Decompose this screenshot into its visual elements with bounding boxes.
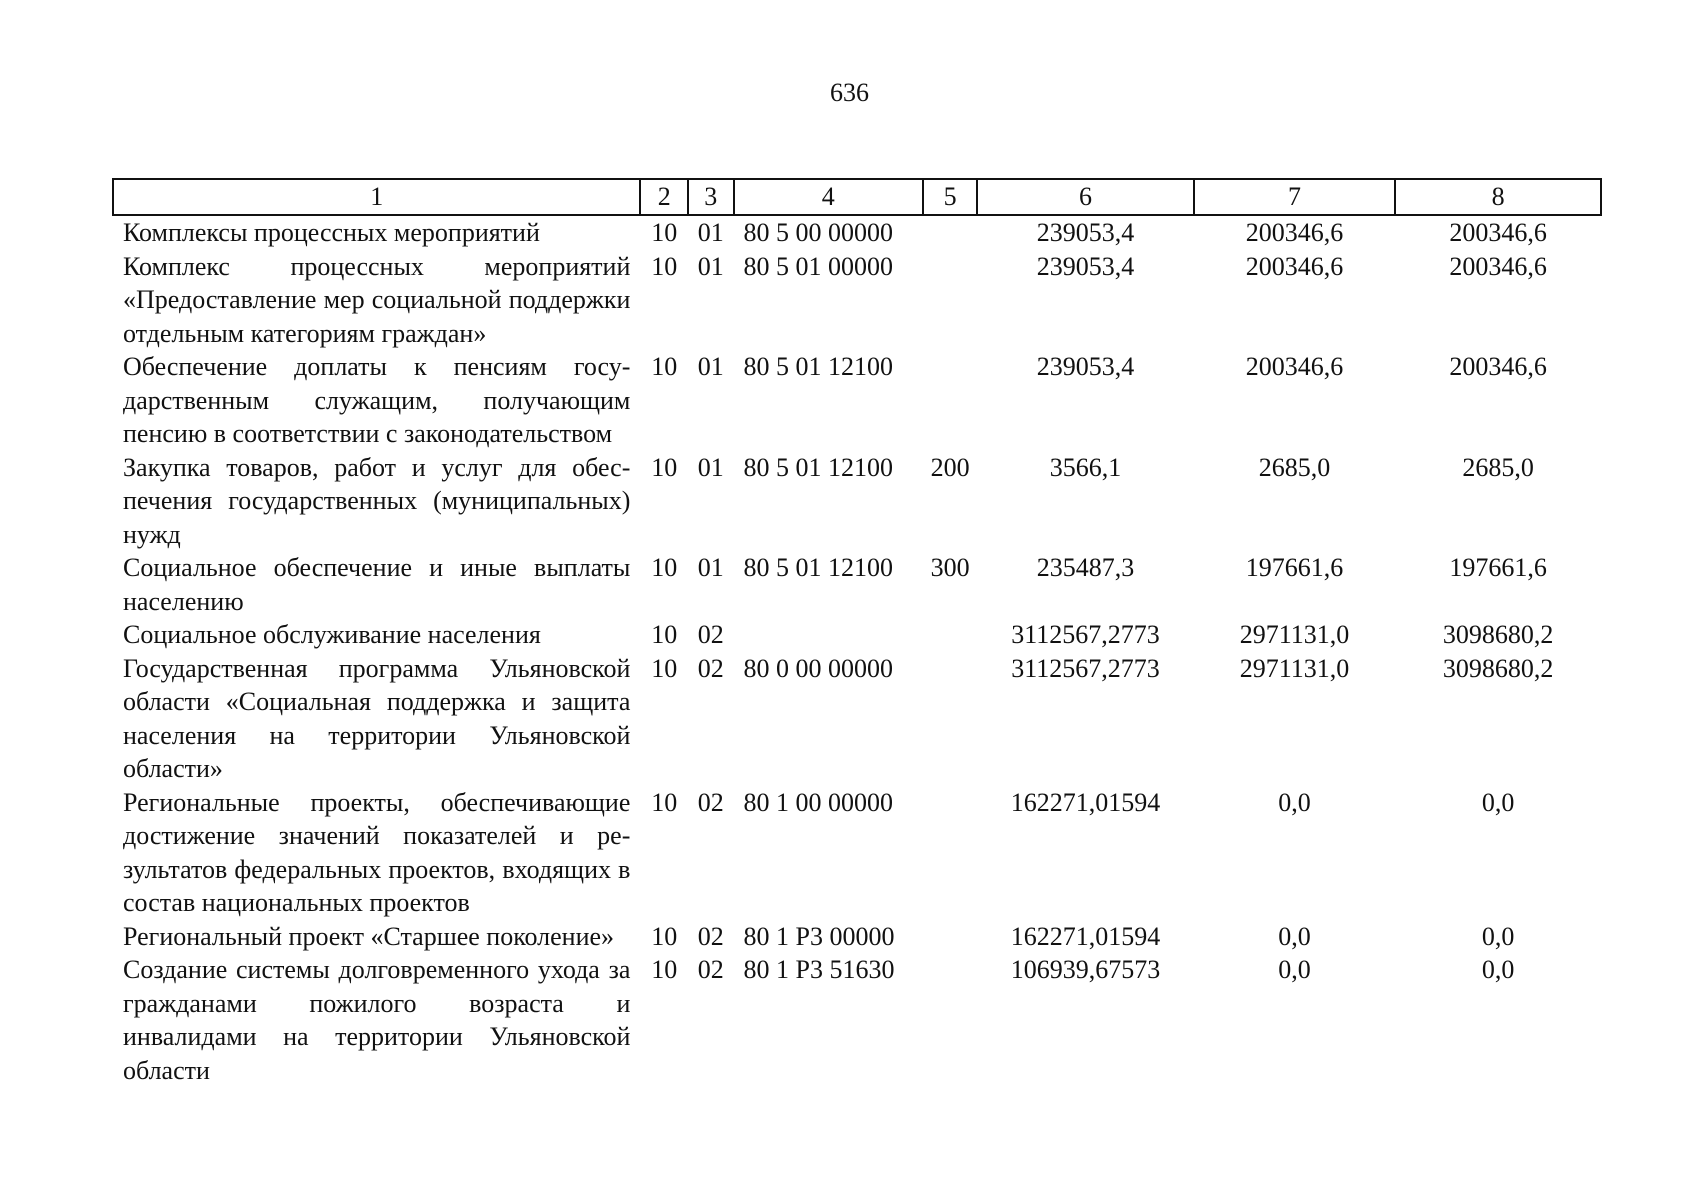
section-code: 10 <box>651 787 678 817</box>
table-row <box>113 551 1601 618</box>
column-header-1: 1 <box>113 179 640 215</box>
table-row <box>113 250 1601 351</box>
amount-year-3: 3098680,2 <box>1442 653 1554 683</box>
expense-type-code: 200 <box>930 452 970 482</box>
subsection-code: 02 <box>697 955 724 984</box>
item-name: Обеспечение доплаты к пенсиям государственным служащим, получающим пенсию в соответствии с законодательством <box>123 352 631 448</box>
target-article-code: 80 0 00 00000 <box>743 653 894 683</box>
section-code: 10 <box>651 955 678 984</box>
subsection-code: 01 <box>697 352 724 381</box>
expense-type-code <box>923 618 977 652</box>
target-article-code: 80 5 01 12100 <box>743 352 894 381</box>
target-article-code: 80 5 01 12100 <box>743 452 894 482</box>
item-name: Социальное обслуживание населения <box>123 620 541 649</box>
amount-year-1: 162271,01594 <box>1010 921 1161 951</box>
header-row <box>113 179 1601 215</box>
target-article-code: 80 1 00 00000 <box>743 787 894 817</box>
subsection-code: 02 <box>697 653 724 683</box>
amount-year-3: 3098680,2 <box>1442 620 1554 649</box>
amount-year-2: 2971131,0 <box>1239 653 1350 683</box>
item-name: Создание системы долговременного ухода за гражданами пожилого возраста и инвалидами на территории Ульяновской области <box>123 955 631 1085</box>
item-name: Социальное обеспечение и иные выплаты населению <box>123 553 631 616</box>
amount-year-2: 200346,6 <box>1245 352 1344 381</box>
expense-type-code <box>923 652 977 786</box>
section-code: 10 <box>651 620 678 649</box>
item-name: Региональные проекты, обеспечивающие достижение значений показателей и результатов федеральных проектов, входящих в состав национальных проектов <box>123 787 631 917</box>
amount-year-3: 0,0 <box>1481 955 1515 984</box>
amount-year-1: 239053,4 <box>1036 218 1135 247</box>
amount-year-2: 0,0 <box>1278 787 1311 817</box>
amount-year-1: 3566,1 <box>1049 452 1122 482</box>
table-row <box>113 350 1601 451</box>
section-code: 10 <box>651 921 678 951</box>
amount-year-1: 3112567,2773 <box>1011 620 1160 649</box>
amount-year-2: 2685,0 <box>1258 452 1331 482</box>
target-article-code: 80 5 01 00000 <box>743 251 894 281</box>
table-row <box>113 652 1601 786</box>
item-name: Комплекс процессных мероприятий «Предоставление мер социальной поддержки отдельным категориям граждан» <box>123 251 631 348</box>
item-name: Региональный проект «Старшее поколение» <box>123 921 615 951</box>
amount-year-1: 235487,3 <box>1036 553 1135 582</box>
expense-type-code: 300 <box>930 553 970 582</box>
item-name: Закупка товаров, работ и услуг для обеспечения государственных (муниципальных) нужд <box>123 452 631 549</box>
amount-year-2: 197661,6 <box>1245 553 1344 582</box>
column-header-7: 7 <box>1194 179 1395 215</box>
subsection-code: 01 <box>697 251 724 281</box>
amount-year-3: 0,0 <box>1481 787 1515 817</box>
amount-year-3: 0,0 <box>1481 921 1515 951</box>
column-header-4: 4 <box>734 179 924 215</box>
section-code: 10 <box>651 251 678 281</box>
target-article-code: 80 1 Р3 51630 <box>743 955 895 984</box>
column-header-6: 6 <box>977 179 1194 215</box>
expense-type-code <box>923 350 977 451</box>
item-name: Комплексы процессных мероприятий <box>123 218 540 247</box>
table-row <box>113 786 1601 920</box>
table-row <box>113 215 1601 250</box>
target-article-code <box>734 618 924 652</box>
budget-table <box>112 178 1602 1087</box>
target-article-code: 80 5 00 00000 <box>743 218 894 247</box>
subsection-code: 02 <box>697 787 724 817</box>
section-code: 10 <box>651 653 678 683</box>
section-code: 10 <box>651 218 678 247</box>
column-header-3: 3 <box>688 179 733 215</box>
section-code: 10 <box>651 452 678 482</box>
amount-year-1: 239053,4 <box>1036 352 1135 381</box>
amount-year-1: 3112567,2773 <box>1011 653 1160 683</box>
subsection-code: 02 <box>697 620 724 649</box>
amount-year-2: 2971131,0 <box>1239 620 1350 649</box>
column-header-2: 2 <box>640 179 688 215</box>
table-row <box>113 920 1601 954</box>
table-row <box>113 451 1601 552</box>
amount-year-2: 200346,6 <box>1245 251 1344 281</box>
amount-year-2: 0,0 <box>1278 921 1311 951</box>
column-header-8: 8 <box>1395 179 1601 215</box>
page-number: 636 <box>830 78 869 107</box>
table-row <box>113 953 1601 1087</box>
amount-year-3: 200346,6 <box>1449 218 1547 247</box>
expense-type-code <box>923 920 977 954</box>
expense-type-code <box>923 250 977 351</box>
target-article-code: 80 5 01 12100 <box>743 553 894 582</box>
amount-year-2: 0,0 <box>1278 955 1311 984</box>
amount-year-3: 2685,0 <box>1462 452 1534 482</box>
expense-type-code <box>923 215 977 250</box>
table-body <box>113 215 1601 1087</box>
amount-year-1: 106939,67573 <box>1010 955 1161 984</box>
expense-type-code <box>923 953 977 1087</box>
section-code: 10 <box>651 553 678 582</box>
amount-year-2: 200346,6 <box>1245 218 1344 247</box>
table-row <box>113 618 1601 652</box>
amount-year-1: 239053,4 <box>1036 251 1135 281</box>
subsection-code: 02 <box>697 921 724 951</box>
target-article-code: 80 1 Р3 00000 <box>743 921 895 951</box>
expense-type-code <box>923 786 977 920</box>
item-name: Государственная программа Ульяновской области «Социальная поддержка и защита населения на территории Ульяновской области» <box>123 653 631 783</box>
table-header <box>113 179 1601 215</box>
subsection-code: 01 <box>697 553 724 582</box>
subsection-code: 01 <box>697 452 724 482</box>
amount-year-1: 162271,01594 <box>1010 787 1161 817</box>
section-code: 10 <box>651 352 678 381</box>
amount-year-3: 200346,6 <box>1449 352 1547 381</box>
amount-year-3: 197661,6 <box>1449 553 1547 582</box>
subsection-code: 01 <box>697 218 724 247</box>
amount-year-3: 200346,6 <box>1449 251 1547 281</box>
column-header-5: 5 <box>923 179 977 215</box>
